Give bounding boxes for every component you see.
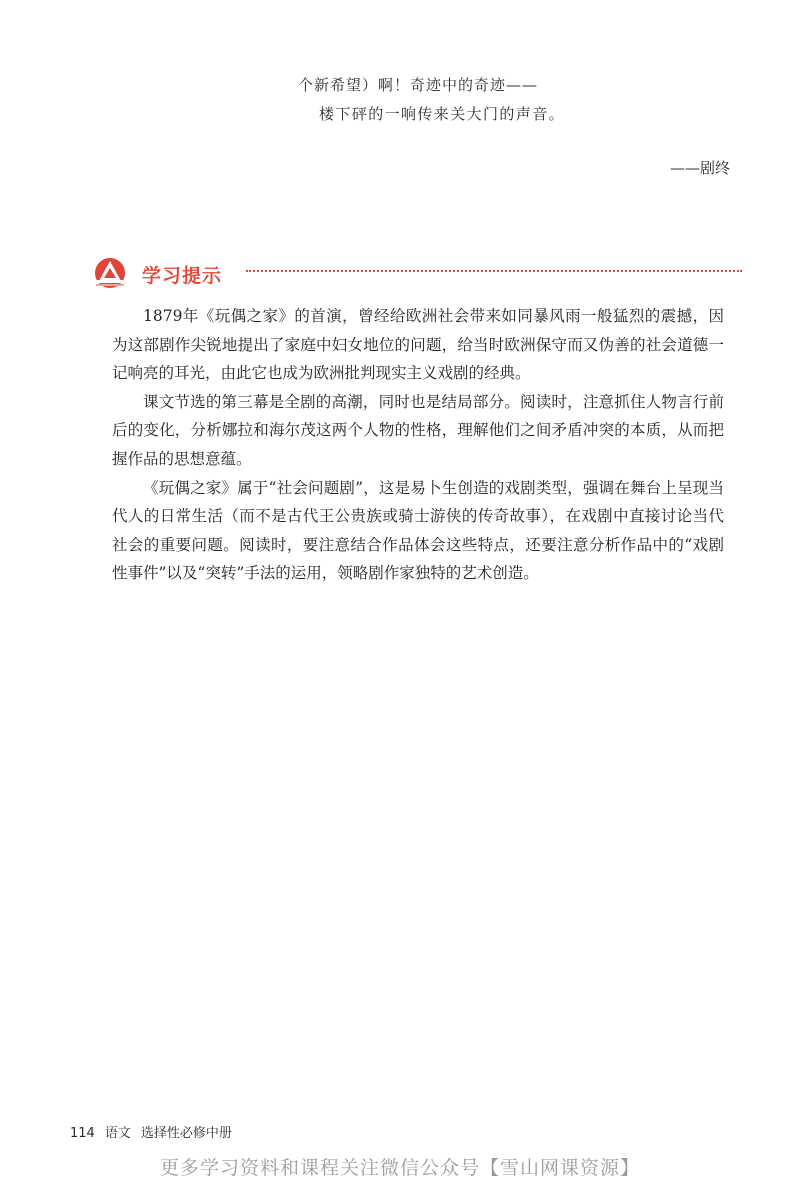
- study-tips-header: [90, 255, 742, 291]
- footer-subject: 语文: [104, 1126, 131, 1141]
- page-footer: [70, 1122, 242, 1141]
- script-line-1: 个新希望）啊！奇迹中的奇迹——: [298, 76, 539, 94]
- dotted-divider: [246, 270, 742, 272]
- script-end-mark: ——剧终: [670, 159, 731, 177]
- tips-paragraph-1: 1879年《玩偶之家》的首演，曾经给欧洲社会带来如同暴风雨一般猛烈的震撼，因为这部剧作尖锐地提出了家庭中妇女地位的问题，给当时欧洲保守而又伪善的社会道德一记响亮的耳光，由此它也成为欧洲批判现实主义戏剧的经典。: [112, 307, 724, 383]
- study-tips-logo-icon: [90, 255, 130, 291]
- watermark-text: 更多学习资料和课程关注微信公众号【雪山网课资源】: [159, 1157, 640, 1179]
- footer-book-title: 选择性必修中册: [140, 1126, 232, 1141]
- tips-paragraph-3: 《玩偶之家》属于“社会问题剧”，这是易卜生创造的戏剧类型，强调在舞台上呈现当代人的日常生活（而不是古代王公贵族或骑士游侠的传奇故事），在戏剧中直接讨论当代社会的重要问题。阅读时，要注意结合作品体会这些特点，还要注意分析作品中的“戏剧性事件”以及“突转”手法的运用，领略剧作家独特的艺术创造。: [112, 478, 724, 583]
- tips-paragraph-2: 课文节选的第三幕是全剧的高潮，同时也是结局部分。阅读时，注意抓住人物言行前后的变化，分析娜拉和海尔茂这两个人物的性格，理解他们之间矛盾冲突的本质，从而把握作品的思想意蕴。: [112, 392, 724, 468]
- study-tips-body: [112, 302, 724, 588]
- script-line-2: 楼下砰的一响传来关大门的声音。: [319, 105, 566, 123]
- page-number: 114: [70, 1126, 95, 1141]
- study-tips-title: 学习提示: [142, 265, 223, 287]
